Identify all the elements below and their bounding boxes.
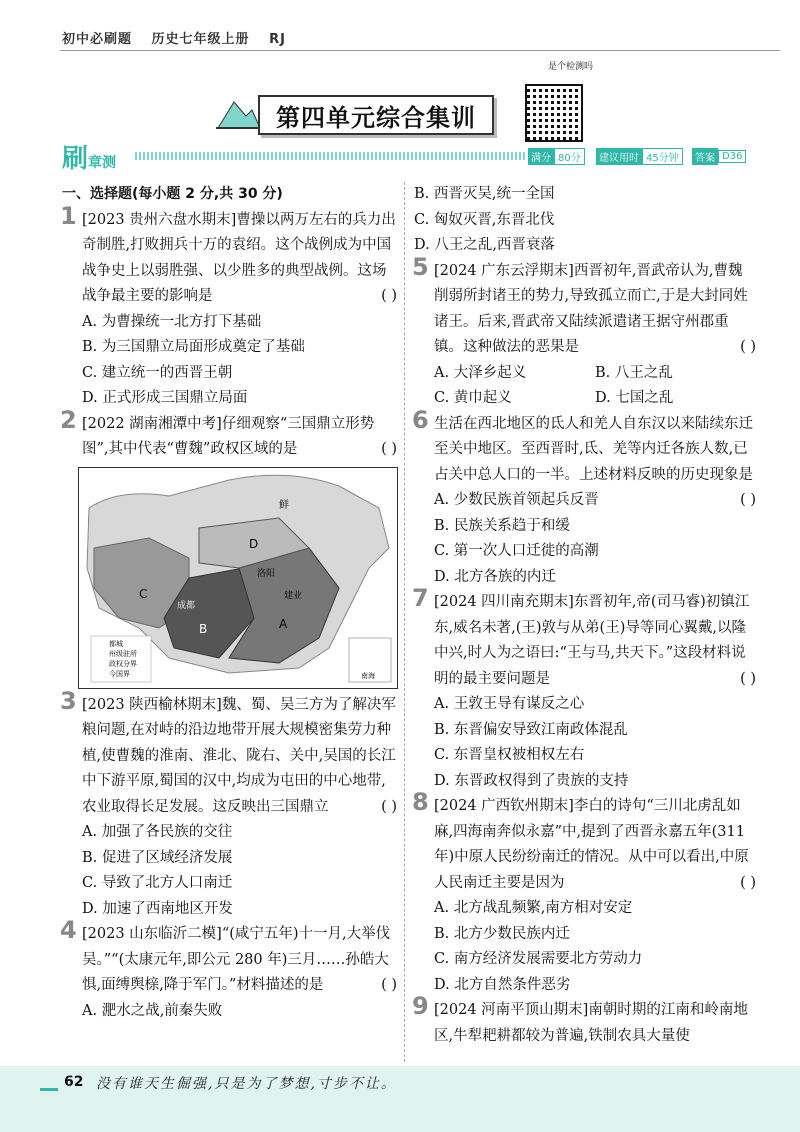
option[interactable]: A. 王敦王导有谋反之心	[434, 696, 585, 712]
option[interactable]: A. 加强了各民族的交往	[82, 824, 233, 840]
option[interactable]: A. 为曹操统一北方打下基础	[82, 313, 262, 330]
question-4: 4 [2023 山东临沂二模]“(咸宁五年)十一月,大举伐吴。”“(太康元年,即公元 280 年)三月……孙皓大惧,面缚舆榇,降于军门。”材料描述的是 ( ) A. 淝水之战,前秦失败	[62, 922, 397, 1024]
option[interactable]: C. 东晋皇权被相权左右	[434, 747, 585, 763]
left-column	[62, 182, 397, 1024]
footer-motto: 没有谁天生倔强,只是为了梦想,寸步不让。	[96, 1076, 397, 1092]
answer-blank[interactable]: ( )	[740, 339, 756, 355]
right-column	[414, 182, 756, 1049]
option[interactable]: C. 匈奴灭晋,东晋北伐	[414, 211, 555, 228]
map-label-xian: 鲜	[279, 499, 289, 511]
edition: RJ	[269, 32, 286, 47]
option[interactable]: C. 南方经济发展需要北方劳动力	[434, 951, 643, 967]
page-number: 62	[64, 1074, 84, 1090]
qr-code-icon[interactable]	[525, 84, 583, 142]
book-icon	[40, 1076, 58, 1091]
svg-text:今国界: 今国界	[109, 669, 130, 678]
chapter-test-logo: 刷章测	[62, 144, 117, 174]
city-label-jianye: 建业	[284, 590, 303, 601]
unit-title: 第四单元综合集训	[258, 95, 494, 135]
option[interactable]: A. 淝水之战,前秦失败	[82, 1002, 223, 1019]
option[interactable]: D. 七国之乱	[595, 390, 674, 406]
answer-blank[interactable]: ( )	[381, 977, 397, 993]
option[interactable]: C. 黄巾起义	[434, 390, 512, 406]
option[interactable]: B. 东晋偏安导致江南政体混乱	[434, 721, 628, 738]
option[interactable]: B. 八王之乱	[595, 364, 673, 381]
city-label-luoyang: 洛阳	[257, 568, 276, 579]
answer-blank[interactable]: ( )	[740, 874, 756, 891]
city-label-chengdu: 成都	[177, 600, 196, 611]
option[interactable]: D. 正式形成三国鼎立局面	[82, 390, 248, 406]
option[interactable]: C. 第一次人口迁徙的高潮	[434, 543, 599, 559]
question-5: 5 [2024 广东云浮期末]西晋初年,晋武帝认为,曹魏削弱所封诸王的势力,导致孤立而亡,于是大封同姓诸王。后来,晋武帝又陆续派遣诸王据守州郡重镇。这种做法的恶果是 ( ) A. 大泽乡起义 B. 八王之乱 C. 黄巾起义 D. 七国之乱	[414, 259, 756, 412]
region-label-a: A	[279, 616, 288, 631]
answer-blank[interactable]: ( )	[381, 441, 397, 457]
option[interactable]: B. 为三国鼎立局面形成奠定了基础	[82, 339, 305, 355]
option[interactable]: A. 少数民族首领起兵反晋	[434, 492, 599, 508]
answer-blank[interactable]: ( )	[740, 670, 756, 687]
question-8: 8 [2024 广西钦州期末]李白的诗句“三川北虏乱如麻,四海南奔似永嘉”中,提到了西晋永嘉五年(311 年)中原人民纷纷南迁的情况。从中可以看出,中原人民南迁主要是因为 ( ) A. 北方战乱频繁,南方相对安定 B. 北方少数民族内迁 C. 南方经济发展需要北方劳动力 D. 北方自然条件恶劣	[414, 794, 756, 998]
book-title	[62, 28, 300, 47]
question-6: 6 生活在西北地区的氐人和羌人自东汉以来陆续东迁至关中地区。至西晋时,氐、羌等内迁各族人数,已占关中总人口的一半。上述材料反映的历史现象是 ( ) A. 少数民族首领起兵反晋 B. 民族关系趋于和缓 C. 第一次人口迁徙的高潮 D. 北方各族的内迁	[414, 412, 756, 591]
question-7: 7 [2024 四川南充期末]东晋初年,帝(司马睿)初镇江东,威名未著,(王)敦与从弟(王)导等同心翼戴,以隆中兴,时人为之语曰:“王与马,共天下。”这段材料说明的最主要问题是 ( ) A. 王敦王导有谋反之心 B. 东晋偏安导致江南政体混乱 C. 东晋皇权被相权左右 D. 东晋政权得到了贵族的支持	[414, 590, 756, 794]
option[interactable]: D. 东晋政权得到了贵族的支持	[434, 772, 629, 789]
question-9: 9 [2024 河南平顶山期末]南朝时期的江南和岭南地区,牛犁耙耕都较为普遍,铁制农具大量使	[412, 992, 748, 1044]
svg-text:政权分界: 政权分界	[109, 659, 137, 668]
three-kingdoms-map	[78, 467, 398, 689]
option[interactable]: A. 北方战乱频繁,南方相对安定	[434, 900, 633, 916]
column-divider	[404, 182, 405, 1062]
qr-label: 是个检测吗	[548, 62, 594, 72]
question-2: 2 [2022 湖南湘潭中考]仔细观察“三国鼎立形势图”,其中代表“曹魏”政权区域的是 ( )	[62, 412, 397, 463]
subject-name: 历史七年级上册	[151, 32, 250, 47]
answer-badge: 答案 D36	[692, 148, 746, 164]
option[interactable]: C. 导致了北方人口南迁	[82, 875, 233, 891]
svg-text:州级驻所: 州级驻所	[109, 649, 137, 658]
mountain-icon	[216, 92, 260, 132]
header-rule	[60, 50, 780, 51]
series-name: 初中必刷题	[62, 32, 133, 47]
option[interactable]: C. 建立统一的西晋王朝	[82, 364, 233, 381]
inset-label: 南海	[361, 671, 375, 680]
option[interactable]: A. 大泽乡起义	[434, 364, 527, 381]
question-1: 1 [2023 贵州六盘水期末]曹操以两万左右的兵力出奇制胜,打败拥兵十万的袁绍。这个战例成为中国战争史上以弱胜强、以少胜多的典型战例。这场战争最主要的影响是 ( ) A. 为曹操统一北方打下基础 B. 为三国鼎立局面形成奠定了基础 C. 建立统一的西晋王朝 D. 正式形成三国鼎立局面	[62, 208, 397, 412]
option[interactable]: D. 加速了西南地区开发	[82, 900, 233, 917]
section-title: 一、选择题(每小题 2 分,共 30 分)	[62, 186, 283, 202]
question-3: 3 [2023 陕西榆林期末]魏、蜀、吴三方为了解决军粮问题,在对峙的沿边地带开展大规模密集劳力种植,使曹魏的淮南、淮北、陇右、关中,吴国的长江中下游平原,蜀国的汉中,均成为屯田的中心地带,农业取得长足发展。这反映出三国鼎立 ( ) A. 加强了各民族的交往 B. 促进了区域经济发展 C. 导致了北方人口南迁 D. 加速了西南地区开发	[62, 693, 397, 923]
region-label-c: C	[139, 586, 148, 601]
time-badge: 建议用时 45分钟	[596, 148, 683, 164]
option[interactable]: D. 八王之乱,西晋衰落	[414, 237, 555, 253]
option[interactable]: B. 促进了区域经济发展	[82, 849, 233, 866]
option[interactable]: D. 北方自然条件恶劣	[434, 976, 571, 993]
band-stripe	[135, 152, 525, 160]
option[interactable]: B. 民族关系趋于和缓	[434, 517, 570, 534]
option[interactable]: B. 西晋灭吴,统一全国	[414, 186, 555, 202]
svg-text:都城: 都城	[109, 639, 123, 648]
answer-blank[interactable]: ( )	[740, 492, 756, 508]
region-label-d: D	[249, 536, 259, 551]
option[interactable]: B. 北方少数民族内迁	[434, 925, 570, 942]
full-score-badge: 满分 80分	[528, 148, 585, 164]
answer-blank[interactable]: ( )	[381, 798, 397, 815]
region-label-b: B	[199, 621, 208, 636]
answer-blank[interactable]: ( )	[381, 288, 397, 304]
option[interactable]: D. 北方各族的内迁	[434, 568, 556, 585]
